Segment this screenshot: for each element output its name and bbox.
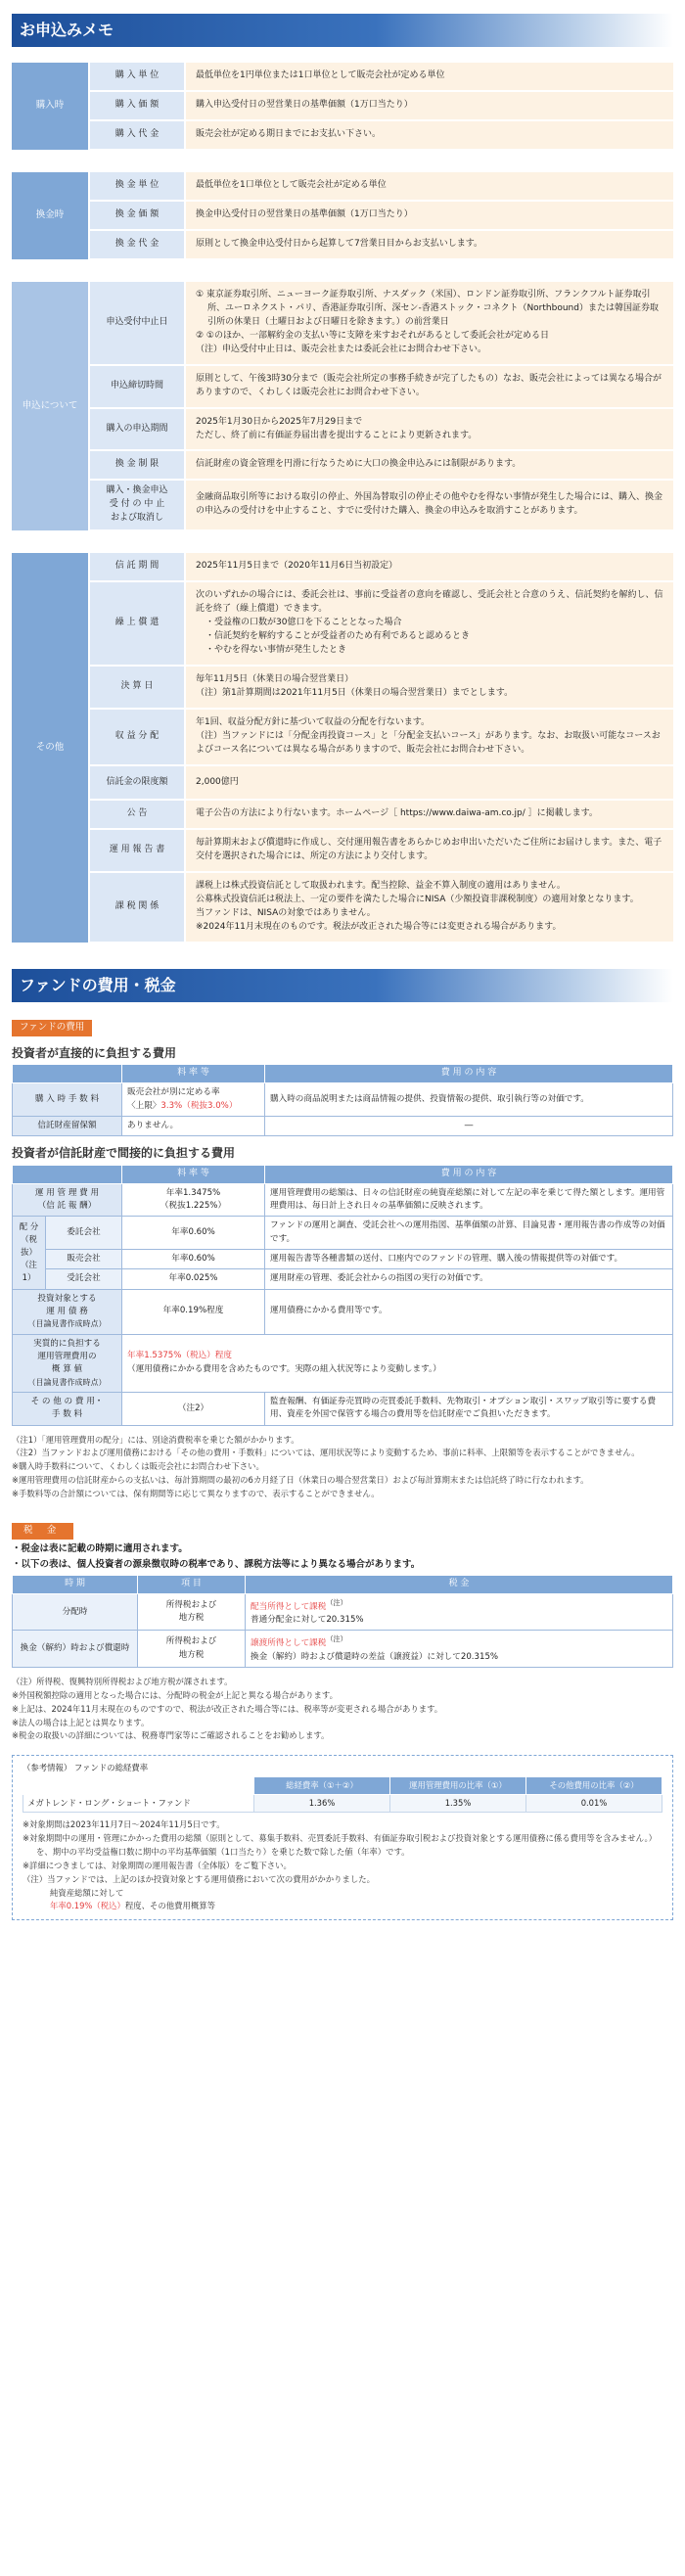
alloc-who-3: 受託会社 xyxy=(46,1269,122,1289)
redeem-price-key: 換 金 価 額 xyxy=(90,202,186,231)
reference-note: （注）当ファンドでは、上記のほか投資対象とする運用債務において次の費用がかかりました。 xyxy=(23,1873,375,1884)
direct-fees-title: 投資者が直接的に負担する費用 xyxy=(12,1045,177,1060)
memo-section-header xyxy=(12,14,673,47)
tax-notes xyxy=(12,1676,673,1743)
application-group-text: 申込について xyxy=(22,399,78,411)
tax-line-1: ・税金は表に記載の時期に適用されます。 xyxy=(12,1542,188,1554)
other-fee-key xyxy=(13,1392,122,1425)
reference-header-total: 総経費率（①＋②） xyxy=(254,1777,390,1795)
buy-fee-rate xyxy=(122,1083,265,1117)
tax-type-1: 配当所得として課税 xyxy=(251,1601,327,1612)
period-line-1: 2025年1月30日から2025年7月29日まで xyxy=(196,416,363,427)
period-line-2: ただし、終了前に有価証券届出書を提出することにより更新されます。 xyxy=(196,430,478,440)
taxation-line-2: 公募株式投資信託は税法上、一定の要件を満たした場合にNISA（少額投資非課税制度）の適用対象となります。 xyxy=(196,895,639,905)
redeem-group-label: 換金時 xyxy=(12,172,90,260)
buy-fee-rate-2: 〈上限〉 xyxy=(127,1100,161,1111)
taxation-line-4: ※2024年11月末現在のものです。税法が改正された場合等には変更される場合があります。 xyxy=(196,922,562,933)
tax-when-2: 換金（解約）時および償還時 xyxy=(13,1631,138,1667)
redeem-table xyxy=(12,172,673,260)
application-group-label xyxy=(12,282,90,531)
stop-days-line-1: ① 東京証券取引所、ニューヨーク証券取引所、ナスダック（米国）、ロンドン証券取引所、フランクフルト証券取引所、ユーロネクスト・パリ、香港証券取引所、深セン-香港ストック・コネクト（Northbound）または韓国証券取引所の休業日（土曜日および日曜日を除きます。）の前営業日 xyxy=(196,290,659,327)
tax-item-1a: 所得税および xyxy=(165,1599,217,1610)
mgmt-fee-rate-2: （税抜1.225%） xyxy=(160,1201,227,1212)
stop-days-value xyxy=(186,282,673,366)
settle-line-1: 毎年11月5日（休業日の場合翌営業日） xyxy=(196,673,354,684)
cancel-key-2: 受 付 の 中 止 xyxy=(109,499,165,510)
alloc-content-3: 運用財産の管理、委託会社からの指図の実行の対価です。 xyxy=(265,1269,673,1289)
indirect-fees-title: 投資者が信託財産で間接的に負担する費用 xyxy=(12,1146,236,1161)
fee-note: （注2）当ファンドおよび運用債務における「その他の費用・手数料」については、運用状況等により変動するため、事前に料率、上限額等を表示することができません。 xyxy=(12,1448,640,1458)
reference-last-note xyxy=(23,1887,662,1914)
tax-note: ※法人の場合は上記とは異なります。 xyxy=(12,1717,150,1727)
mgmt-fee-rate xyxy=(122,1183,265,1217)
reference-header-mgmt: 運用管理費用の比率（①） xyxy=(390,1777,526,1795)
stop-days-line-2: ② ①のほか、一部解約金の支払い等に支障を来すおそれがあるとして委託会社が定める日 xyxy=(196,330,549,341)
alloc-rate-1: 年率0.60% xyxy=(122,1217,265,1250)
reference-last-post: 程度、その他費用概算等 xyxy=(124,1901,215,1911)
reference-table xyxy=(23,1776,662,1813)
fee-note: ※運用管理費用の信託財産からの支払いは、毎計算期間の最初の6カ月経了日（休業日の場合翌営業日）および毎計算期末または信託終了時に行なわれます。 xyxy=(12,1475,589,1486)
alloc-who-1: 委託会社 xyxy=(46,1217,122,1250)
tax-item-2a: 所得税および xyxy=(165,1636,217,1647)
target-key-2: 運 用 債 務 xyxy=(46,1306,88,1316)
other-table xyxy=(12,553,673,943)
real-key-1: 実質的に負担する xyxy=(33,1338,101,1349)
indirect-header-content: 費 用 の 内 容 xyxy=(265,1165,673,1183)
dist-line-1: 年1回、収益分配方針に基づいて収益の分配を行ないます。 xyxy=(196,716,431,727)
reference-fund-name: メガトレンド・ロング・ショート・ファンド xyxy=(23,1795,254,1813)
cancel-key-3: および取消し xyxy=(110,513,163,524)
fee-note: ※購入時手数料について、くわしくは販売会社にお問合わせ下さい。 xyxy=(12,1461,264,1472)
tax-item-2 xyxy=(138,1631,246,1667)
settle-key: 決 算 日 xyxy=(90,667,186,710)
tax-value-1 xyxy=(246,1593,673,1630)
other-fee-key-1: そ の 他 の 費 用・ xyxy=(30,1396,104,1406)
tax-line-2: ・以下の表は、個人投資者の源泉徴収時の税率であり、課税方法等により異なる場合があります。 xyxy=(12,1559,421,1571)
direct-header-content: 費 用 の 内 容 xyxy=(265,1065,673,1083)
report-key: 運 用 報 告 書 xyxy=(90,830,186,873)
fees-title: ファンドの費用・税金 xyxy=(20,975,176,994)
notice-value: 電子公告の方法により行ないます。ホームページ［ https://www.daiwa-am.co.jp/ ］に掲載します。 xyxy=(186,801,673,830)
indirect-fees-table xyxy=(12,1165,673,1426)
stop-days-note: （注）申込受付中止日は、販売会社または委託会社にお問合わせ下さい。 xyxy=(196,344,487,354)
early-line-0: 次のいずれかの場合には、委託会社は、事前に受益者の意向を確認し、受託会社と合意のうえ、信託契約を解約し、信託を終了（繰上償還）できます。 xyxy=(196,590,663,615)
early-line-2: ・信託契約を解約することが受益者のため有利であると認めるとき xyxy=(206,630,471,641)
taxation-line-1: 課税上は株式投資信託として取扱われます。配当控除、益金不算入制度の適用はありません。 xyxy=(196,881,566,892)
real-key-2: 運用管理費用の xyxy=(37,1351,97,1361)
early-line-3: ・やむを得ない事情が発生したとき xyxy=(206,644,347,655)
redeem-unit-value: 最低単位を1口単位として販売会社が定める単位 xyxy=(186,172,673,202)
cutoff-key: 申込締切時間 xyxy=(90,366,186,409)
reserve-rate: ありません。 xyxy=(122,1116,265,1135)
buy-fee-key: 購 入 時 手 数 料 xyxy=(13,1083,122,1117)
real-rate: 年率1.5375%（税込）程度 xyxy=(127,1351,232,1361)
tax-rate-1: 普通分配金に対して20.315% xyxy=(251,1615,364,1626)
alloc-who-2: 販売会社 xyxy=(46,1249,122,1268)
period-value xyxy=(186,409,673,452)
real-rate-note: （運用債務にかかる費用を含めたものです。実際の組入状況等により変動します。） xyxy=(127,1363,441,1374)
alloc-rate-3: 年率0.025% xyxy=(122,1269,265,1289)
tax-rate-2: 換金（解約）時および償還時の差益（譲渡益）に対して20.315% xyxy=(251,1651,499,1662)
cancel-key xyxy=(90,481,186,531)
tax-note: ※外国税額控除の適用となった場合には、分配時の税金が上記と異なる場合があります。 xyxy=(12,1689,338,1700)
mgmt-fee-key-1: 運 用 管 理 費 用 xyxy=(34,1187,100,1198)
alloc-content-2: 運用報告書等各種書類の送付、口座内でのファンドの管理、購入後の情報提供等の対価です。 xyxy=(265,1249,673,1268)
period-key: 購入の申込期間 xyxy=(90,409,186,452)
cancel-value: 金融商品取引所等における取引の停止、外国為替取引の停止その他やむを得ない事情が発生した場合には、購入、換金の申込みの受付けを中止すること、すでに受付けた購入、換金の申込みを取消すことがあります。 xyxy=(186,481,673,531)
mgmt-fee-key xyxy=(13,1183,122,1217)
reference-note: ※対象期間は2023年11月7日〜2024年11月5日です。 xyxy=(23,1819,225,1830)
other-fee-key-2: 手 数 料 xyxy=(51,1409,83,1420)
reference-notes xyxy=(23,1818,662,1913)
mgmt-fee-rate-1: 年率1.3475% xyxy=(165,1187,221,1198)
indirect-header-blank xyxy=(13,1165,122,1183)
early-line-1: ・受益権の口数が30億口を下ることとなった場合 xyxy=(206,618,402,627)
reference-note: ※詳細につきましては、対象期間の運用報告書（全体版）をご覧下さい。 xyxy=(23,1860,292,1870)
cap-key: 信託金の限度額 xyxy=(90,766,186,802)
early-value xyxy=(186,582,673,667)
term-value: 2025年11月5日まで（2020年11月6日当初設定） xyxy=(186,553,673,582)
tax-value-2 xyxy=(246,1631,673,1667)
redeem-unit-key: 換 金 単 位 xyxy=(90,172,186,202)
tax-header-item: 項 目 xyxy=(138,1576,246,1594)
redeem-price-value: 換金申込受付日の翌営業日の基準価額（1万口当たり） xyxy=(186,202,673,231)
reserve-key: 信託財産留保額 xyxy=(13,1116,122,1135)
term-key: 信 託 期 間 xyxy=(90,553,186,582)
dist-key: 収 益 分 配 xyxy=(90,710,186,766)
tax-header-tax: 税 金 xyxy=(246,1576,673,1594)
reference-header-other: その他費用の比率（②） xyxy=(526,1777,662,1795)
tax-type-2: 譲渡所得として課税 xyxy=(251,1638,327,1649)
purchase-unit-key: 購 入 単 位 xyxy=(90,63,186,92)
early-key: 繰 上 償 還 xyxy=(90,582,186,667)
purchase-group-label: 購入時 xyxy=(12,63,90,151)
fees-label: ファンドの費用 xyxy=(12,1020,92,1036)
target-content: 運用債務にかかる費用等です。 xyxy=(265,1289,673,1334)
reference-other: 0.01% xyxy=(526,1795,662,1813)
taxation-line-3: 当ファンドは、NISAの対象ではありません。 xyxy=(196,908,376,919)
reserve-content: ― xyxy=(265,1116,673,1135)
direct-header-blank xyxy=(13,1065,122,1083)
redeem-payment-key: 換 金 代 金 xyxy=(90,231,186,260)
settle-value xyxy=(186,667,673,710)
limit-key: 換 金 制 限 xyxy=(90,451,186,481)
tax-item-1 xyxy=(138,1593,246,1630)
real-key-3: 概 算 値 xyxy=(51,1364,83,1375)
tax-table xyxy=(12,1575,673,1668)
alloc-key: 配 分（税抜）（注1） xyxy=(13,1217,46,1289)
reference-note: ※対象期間中の運用・管理にかかった費用の総額（原則として、募集手数料、売買委託手数料、有価証券取引税および投資対象とする運用債務に係る費用等を含みません。）を、期中の平均受益権口数に期中の平均基準価額（1口当たり）を乗じた数で除した値（年率）です。 xyxy=(23,1833,658,1857)
direct-header-rate: 料 率 等 xyxy=(122,1065,265,1083)
redeem-payment-value: 原則として換金申込受付日から起算して7営業日目からお支払いします。 xyxy=(186,231,673,260)
purchase-payment-value: 販売会社が定める期日までにお支払い下さい。 xyxy=(186,121,673,151)
fee-note: ※手数料等の合計額については、保有期間等に応じて異なりますので、表示することができません。 xyxy=(12,1489,380,1498)
target-key-1: 投資対象とする xyxy=(37,1293,97,1304)
other-group-label: その他 xyxy=(12,553,90,943)
real-key xyxy=(13,1334,122,1392)
purchase-unit-value: 最低単位を1円単位または1口単位として販売会社が定める単位 xyxy=(186,63,673,92)
tax-header-when: 時 期 xyxy=(13,1576,138,1594)
purchase-payment-key: 購 入 代 金 xyxy=(90,121,186,151)
application-table xyxy=(12,282,673,531)
purchase-table xyxy=(12,63,673,151)
memo-title: お申込みメモ xyxy=(20,20,114,39)
other-fee-rate: （注2） xyxy=(122,1392,265,1425)
reference-last-pre: 純資産総額に対して xyxy=(50,1887,124,1898)
mgmt-fee-key-2: （信 託 報 酬） xyxy=(37,1201,97,1212)
indirect-header-rate: 料 率 等 xyxy=(122,1165,265,1183)
direct-fees-table xyxy=(12,1064,673,1136)
fee-notes xyxy=(12,1434,673,1501)
tax-sup-1: （注） xyxy=(326,1597,347,1607)
taxation-value xyxy=(186,873,673,943)
alloc-rate-2: 年率0.60% xyxy=(122,1249,265,1268)
tax-when-1: 分配時 xyxy=(13,1593,138,1630)
reference-box xyxy=(12,1755,673,1920)
purchase-price-key: 購 入 価 額 xyxy=(90,92,186,121)
buy-fee-rate-cap: 3.3%（税抜3.0%） xyxy=(160,1100,238,1111)
dist-line-2: （注）当ファンドには「分配金再投資コース」と「分配金支払いコース」があります。なお、お取扱い可能なコースおよびコース名については異なる場合がありますので、販売会社にお問合わせ下さい。 xyxy=(196,730,661,755)
tax-note: （注）所得税、復興特別所得税および地方税が課されます。 xyxy=(12,1676,233,1686)
real-value xyxy=(122,1334,673,1392)
tax-note: ※税金の取扱いの詳細については、税務専門家等にご確認されることをお勧めします。 xyxy=(12,1730,330,1741)
cancel-key-1: 購入・換金申込 xyxy=(106,485,168,496)
tax-sup-2: （注） xyxy=(326,1634,347,1644)
other-fee-content: 監査報酬、有価証券売買時の売買委託手数料、先物取引・オプション取引・スワップ取引等に要する費用、資産を外国で保管する場合の費用等を信託財産でご負担いただきます。 xyxy=(265,1392,673,1425)
tax-item-1b: 地方税 xyxy=(178,1613,205,1624)
mgmt-fee-content: 運用管理費用の総額は、日々の信託財産の純資産総額に対して左記の率を乗じて得た額とします。運用管理費用は、毎日計上され日々の基準価額に反映されます。 xyxy=(265,1183,673,1217)
purchase-price-value: 購入申込受付日の翌営業日の基準価額（1万口当たり） xyxy=(186,92,673,121)
reference-title: （参考情報） ファンドの総経費率 xyxy=(23,1763,149,1773)
report-value: 毎計算期末および償還時に作成し、交付運用報告書をあらかじめお申出いただいたご住所にお届けします。また、電子交付を選択された場合には、所定の方法により交付します。 xyxy=(186,830,673,873)
notice-key: 公 告 xyxy=(90,801,186,830)
tax-note: ※上記は、2024年11月末現在のものですので、税法が改正された場合等には、税率等が変更される場合があります。 xyxy=(12,1703,443,1714)
fees-section-header xyxy=(12,969,673,1002)
target-key-3: （目論見書作成時点） xyxy=(27,1319,107,1329)
cap-value: 2,000億円 xyxy=(186,766,673,802)
target-key xyxy=(13,1289,122,1334)
real-key-4: （目論見書作成時点） xyxy=(27,1377,107,1387)
tax-item-2b: 地方税 xyxy=(178,1649,205,1660)
alloc-content-1: ファンドの運用と調査、受託会社への運用指図、基準価額の計算、目論見書・運用報告書の作成等の対価です。 xyxy=(265,1217,673,1250)
dist-value xyxy=(186,710,673,766)
cutoff-value: 原則として、午後3時30分まで（販売会社所定の事務手続きが完了したもの）なお、販売会社によっては異なる場合がありますので、くわしくは販売会社にお問合わせ下さい。 xyxy=(186,366,673,409)
target-rate: 年率0.19%程度 xyxy=(122,1289,265,1334)
buy-fee-content: 購入時の商品説明または商品情報の提供、投資情報の提供、取引執行等の対価です。 xyxy=(265,1083,673,1117)
settle-line-2: （注）第1計算期間は2021年11月5日（休業日の場合翌営業日）までとします。 xyxy=(196,687,514,698)
reference-total: 1.36% xyxy=(254,1795,390,1813)
buy-fee-rate-1: 販売会社が別に定める率 xyxy=(127,1087,220,1098)
reference-header-blank xyxy=(23,1777,254,1795)
stop-days-key: 申込受付中止日 xyxy=(90,282,186,366)
taxation-key: 課 税 関 係 xyxy=(90,873,186,943)
reference-last-rate: 年率0.19%（税込） xyxy=(50,1901,125,1911)
fee-note: （注1）「運用管理費用の配分」には、別途消費税率を乗じた額がかかります。 xyxy=(12,1434,299,1445)
reference-mgmt: 1.35% xyxy=(390,1795,526,1813)
limit-value: 信託財産の資金管理を円滑に行なうために大口の換金申込みには制限があります。 xyxy=(186,451,673,481)
tax-label: 税 金 xyxy=(12,1523,73,1540)
